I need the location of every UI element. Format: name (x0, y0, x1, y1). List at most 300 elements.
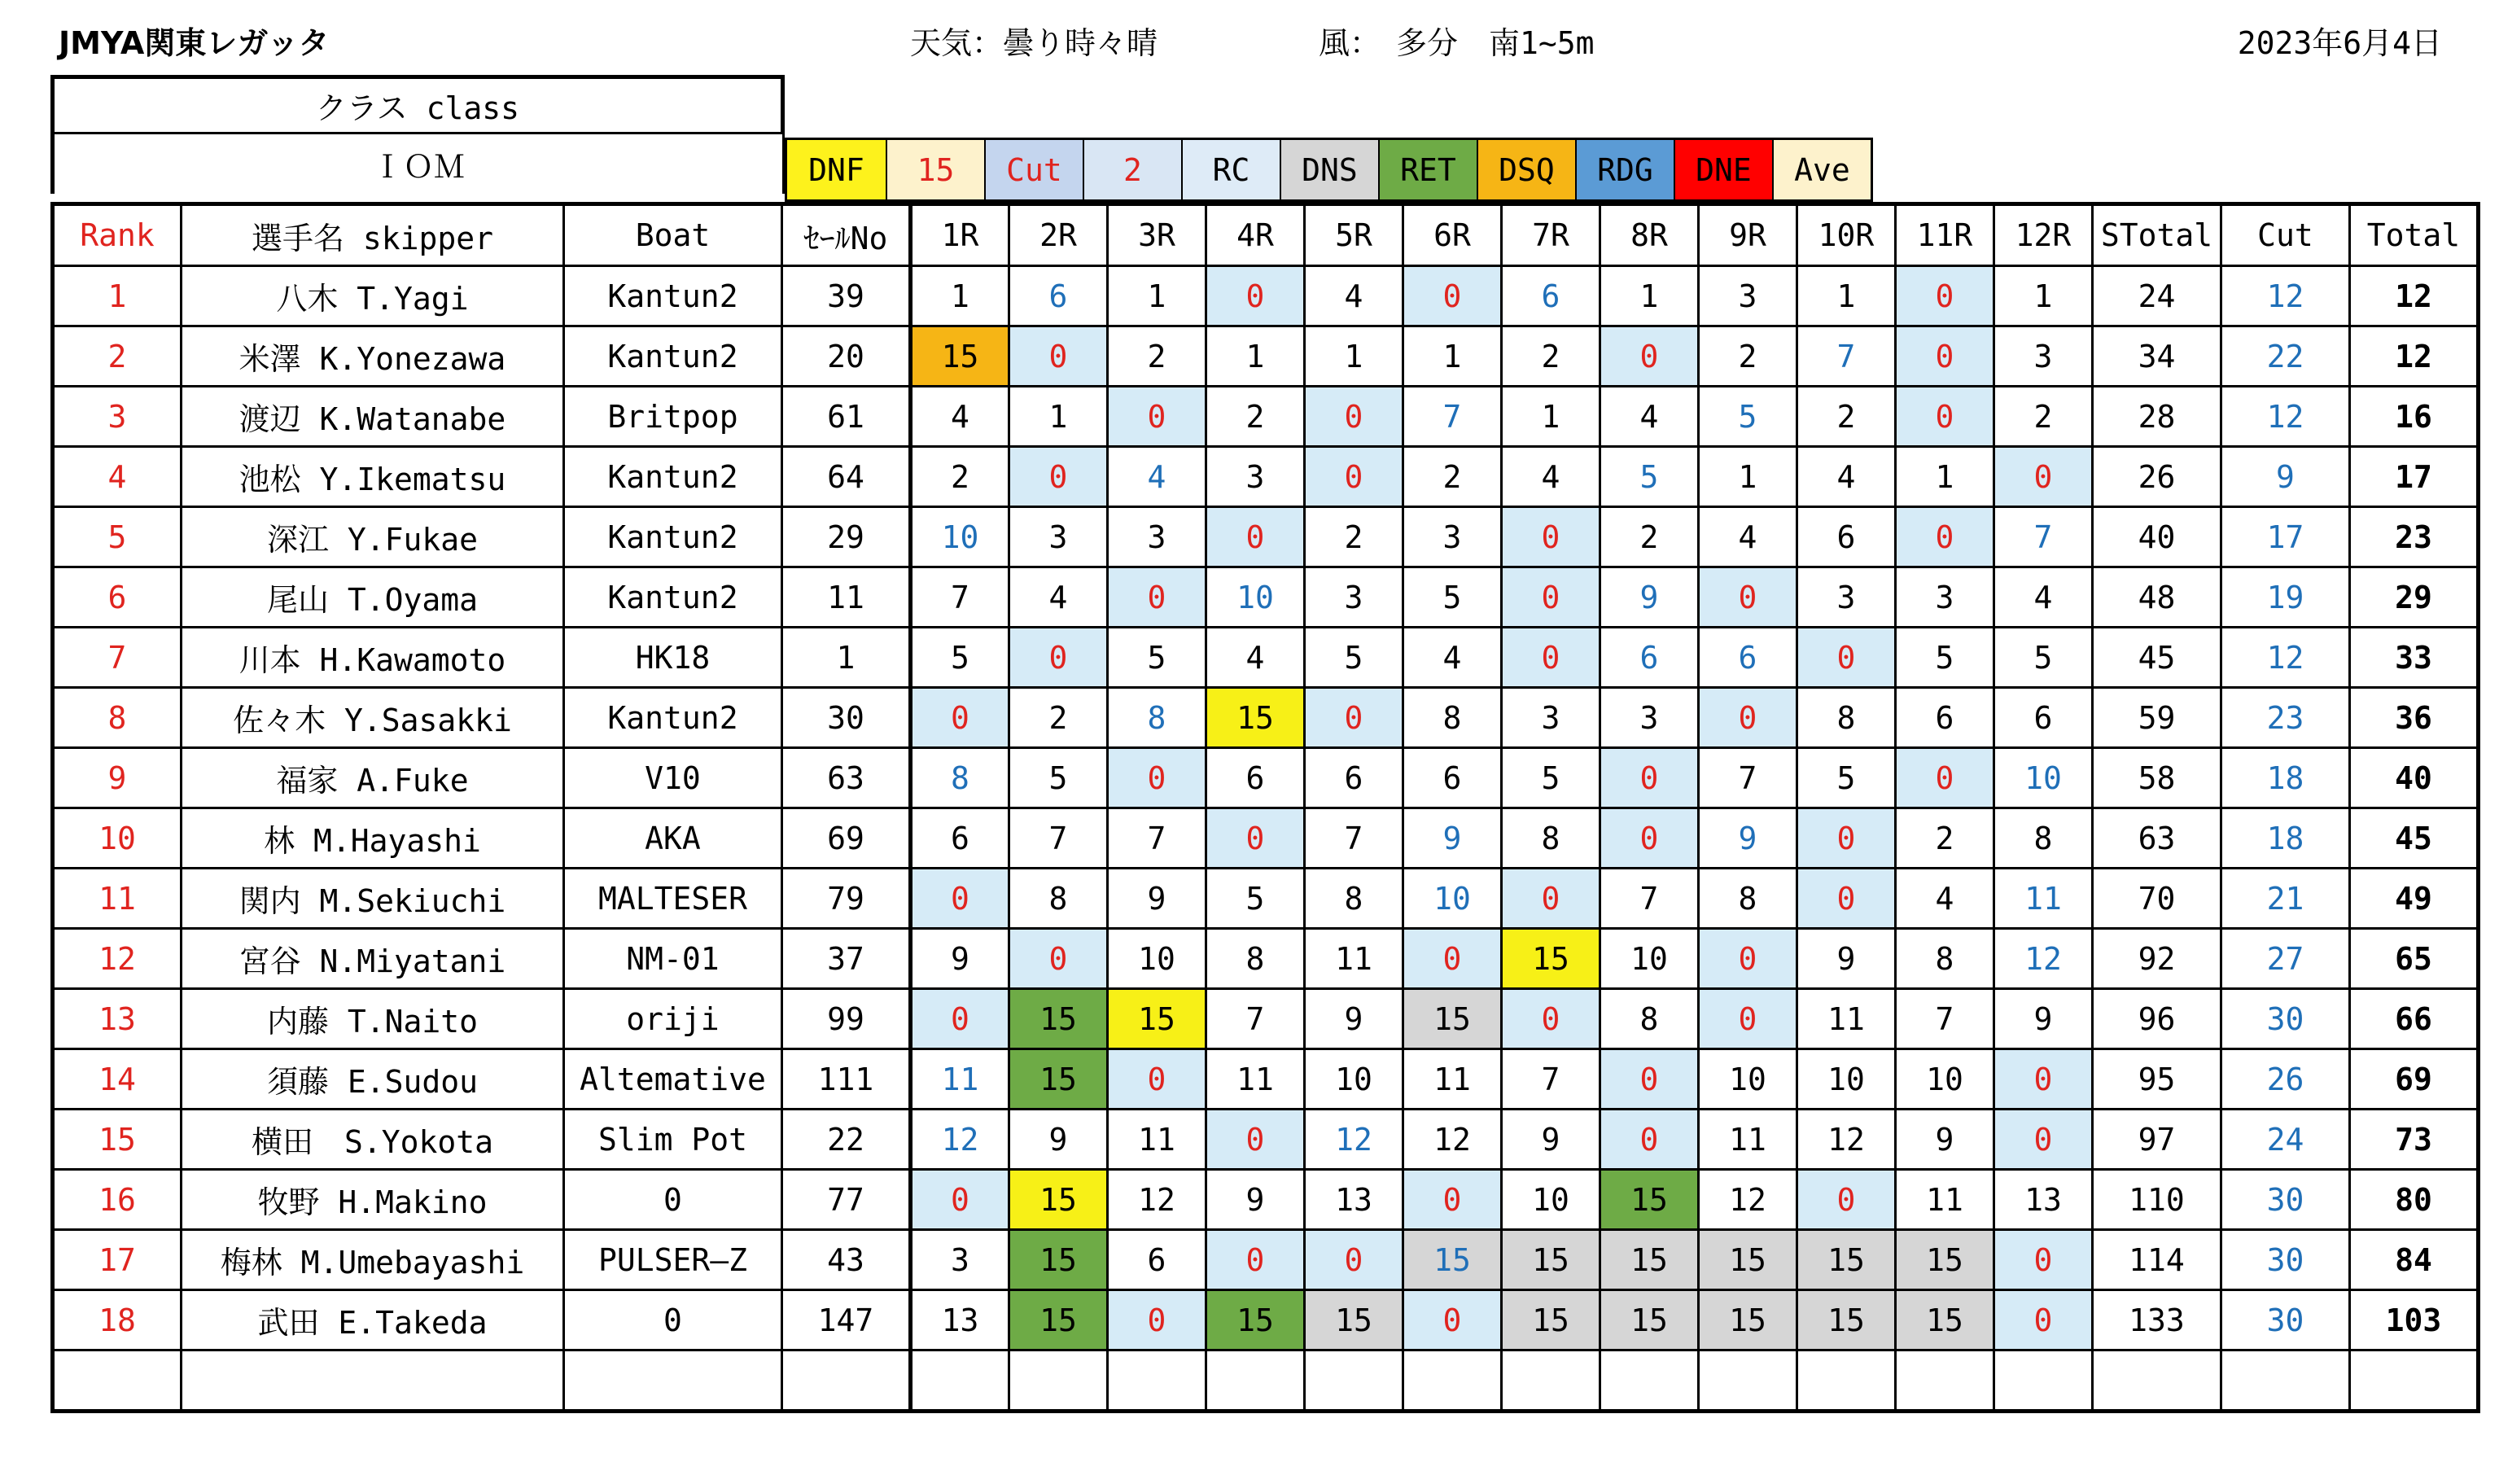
race-score-cell: 1 (1896, 447, 1994, 507)
stotal-cell: 70 (2093, 869, 2221, 929)
race-score-cell: 10 (1403, 869, 1502, 929)
empty-cell (1994, 1350, 2093, 1412)
race-score-cell: 11 (1994, 869, 2093, 929)
rank-cell: 16 (53, 1170, 182, 1230)
empty-cell (2221, 1350, 2350, 1412)
race-score-cell: 7 (1206, 989, 1305, 1049)
table-row (53, 266, 2479, 326)
skipper-cell: 米澤 K.Yonezawa (182, 326, 564, 387)
rank-cell: 5 (53, 507, 182, 567)
race-score-cell: 0 (1600, 326, 1699, 387)
rank-cell: 15 (53, 1110, 182, 1170)
race-score-cell: 2 (1600, 507, 1699, 567)
race-score-cell: 6 (1009, 266, 1108, 326)
sail-number-cell: 29 (782, 507, 911, 567)
race-score-cell: 0 (1206, 808, 1305, 869)
table-row (53, 869, 2479, 929)
race-score-cell: 0 (1502, 869, 1600, 929)
empty-cell (182, 1350, 564, 1412)
column-header: Rank (53, 204, 182, 266)
race-score-cell: 0 (1994, 447, 2093, 507)
class-name: ＩＯＭ (371, 149, 465, 185)
empty-cell (1108, 1350, 1206, 1412)
cut-cell: 26 (2221, 1049, 2350, 1110)
stotal-cell: 63 (2093, 808, 2221, 869)
race-score-cell: 9 (1502, 1110, 1600, 1170)
stotal-cell: 96 (2093, 989, 2221, 1049)
rank-cell: 8 (53, 688, 182, 748)
total-cell: 65 (2350, 929, 2479, 989)
race-score-cell: 15 (1206, 688, 1305, 748)
table-row (53, 989, 2479, 1049)
race-score-cell: 0 (1108, 1290, 1206, 1350)
column-header: 選手名 skipper (182, 204, 564, 266)
race-score-cell: 15 (1009, 1170, 1108, 1230)
race-score-cell: 8 (1403, 688, 1502, 748)
cut-cell: 21 (2221, 869, 2350, 929)
rank-cell: 7 (53, 628, 182, 688)
sail-number-cell: 1 (782, 628, 911, 688)
race-score-cell: 3 (911, 1230, 1009, 1290)
race-score-cell: 8 (1994, 808, 2093, 869)
race-score-cell: 0 (1896, 266, 1994, 326)
total-cell: 17 (2350, 447, 2479, 507)
total-cell: 40 (2350, 748, 2479, 808)
race-score-cell: 8 (1502, 808, 1600, 869)
rank-cell: 9 (53, 748, 182, 808)
sail-number-cell: 11 (782, 567, 911, 628)
race-score-cell: 12 (1403, 1110, 1502, 1170)
race-score-cell: 4 (911, 387, 1009, 447)
column-header: 12R (1994, 204, 2093, 266)
skipper-cell: 武田 E.Takeda (182, 1290, 564, 1350)
total-cell: 66 (2350, 989, 2479, 1049)
column-header: Boat (564, 204, 782, 266)
legend-item: Ave (1772, 140, 1871, 199)
class-name-box (50, 134, 785, 194)
race-score-cell: 15 (1797, 1290, 1896, 1350)
sail-number-cell: 69 (782, 808, 911, 869)
race-score-cell: 5 (1009, 748, 1108, 808)
rank-cell: 6 (53, 567, 182, 628)
race-score-cell: 4 (1600, 387, 1699, 447)
legend-item: Cut (984, 140, 1083, 199)
stotal-cell: 24 (2093, 266, 2221, 326)
race-score-cell: 2 (1994, 387, 2093, 447)
race-score-cell: 13 (1994, 1170, 2093, 1230)
race-score-cell: 5 (1403, 567, 1502, 628)
race-score-cell: 5 (1108, 628, 1206, 688)
column-header: 6R (1403, 204, 1502, 266)
stotal-cell: 59 (2093, 688, 2221, 748)
empty-cell (1600, 1350, 1699, 1412)
empty-row (53, 1350, 2479, 1412)
table-row (53, 1049, 2479, 1110)
skipper-cell: 宮谷 N.Miyatani (182, 929, 564, 989)
race-score-cell: 6 (1994, 688, 2093, 748)
race-score-cell: 6 (1797, 507, 1896, 567)
race-score-cell: 5 (1206, 869, 1305, 929)
race-score-cell: 8 (1206, 929, 1305, 989)
cut-cell: 30 (2221, 1170, 2350, 1230)
race-score-cell: 11 (1305, 929, 1403, 989)
total-cell: 33 (2350, 628, 2479, 688)
sail-number-cell: 79 (782, 869, 911, 929)
race-score-cell: 0 (1699, 567, 1797, 628)
race-score-cell: 0 (1009, 628, 1108, 688)
empty-cell (2350, 1350, 2479, 1412)
race-score-cell: 9 (1600, 567, 1699, 628)
race-score-cell: 1 (1206, 326, 1305, 387)
total-cell: 84 (2350, 1230, 2479, 1290)
cut-cell: 12 (2221, 387, 2350, 447)
boat-cell: Kantun2 (564, 688, 782, 748)
total-cell: 16 (2350, 387, 2479, 447)
rank-cell: 4 (53, 447, 182, 507)
race-score-cell: 0 (1502, 628, 1600, 688)
race-score-cell: 0 (1206, 1110, 1305, 1170)
race-score-cell: 3 (1896, 567, 1994, 628)
race-score-cell: 0 (1305, 1230, 1403, 1290)
boat-cell: NM-01 (564, 929, 782, 989)
boat-cell: MALTESER (564, 869, 782, 929)
boat-cell: Kantun2 (564, 266, 782, 326)
race-score-cell: 4 (1108, 447, 1206, 507)
legend-item: RET (1378, 140, 1477, 199)
race-score-cell: 0 (1600, 748, 1699, 808)
race-score-cell: 9 (1896, 1110, 1994, 1170)
stotal-cell: 34 (2093, 326, 2221, 387)
race-score-cell: 0 (911, 688, 1009, 748)
stotal-cell: 28 (2093, 387, 2221, 447)
race-score-cell: 0 (1994, 1230, 2093, 1290)
race-score-cell: 0 (1797, 869, 1896, 929)
race-score-cell: 4 (1009, 567, 1108, 628)
stotal-cell: 110 (2093, 1170, 2221, 1230)
race-score-cell: 11 (1206, 1049, 1305, 1110)
empty-cell (2093, 1350, 2221, 1412)
race-score-cell: 11 (1108, 1110, 1206, 1170)
race-score-cell: 1 (1108, 266, 1206, 326)
empty-cell (1009, 1350, 1108, 1412)
race-score-cell: 5 (1699, 387, 1797, 447)
race-score-cell: 1 (1699, 447, 1797, 507)
race-score-cell: 0 (1896, 507, 1994, 567)
legend-item: RC (1181, 140, 1280, 199)
race-score-cell: 12 (911, 1110, 1009, 1170)
race-score-cell: 0 (1896, 326, 1994, 387)
sail-number-cell: 99 (782, 989, 911, 1049)
race-score-cell: 15 (1206, 1290, 1305, 1350)
boat-cell: HK18 (564, 628, 782, 688)
stotal-cell: 97 (2093, 1110, 2221, 1170)
race-score-cell: 5 (1797, 748, 1896, 808)
total-cell: 23 (2350, 507, 2479, 567)
total-cell: 103 (2350, 1290, 2479, 1350)
skipper-cell: 横田 S.Yokota (182, 1110, 564, 1170)
race-score-cell: 1 (1994, 266, 2093, 326)
race-score-cell: 0 (1009, 447, 1108, 507)
sail-number-cell: 37 (782, 929, 911, 989)
race-score-cell: 1 (911, 266, 1009, 326)
race-score-cell: 4 (1699, 507, 1797, 567)
race-score-cell: 3 (1994, 326, 2093, 387)
race-score-cell: 15 (1896, 1230, 1994, 1290)
race-score-cell: 9 (1699, 808, 1797, 869)
cut-cell: 18 (2221, 748, 2350, 808)
race-score-cell: 5 (1502, 748, 1600, 808)
table-row (53, 628, 2479, 688)
column-header: Cut (2221, 204, 2350, 266)
column-header: 7R (1502, 204, 1600, 266)
skipper-cell: 関内 M.Sekiuchi (182, 869, 564, 929)
empty-cell (1797, 1350, 1896, 1412)
empty-cell (1896, 1350, 1994, 1412)
boat-cell: Britpop (564, 387, 782, 447)
race-score-cell: 3 (1797, 567, 1896, 628)
column-header: 1R (911, 204, 1009, 266)
table-row (53, 326, 2479, 387)
stotal-cell: 92 (2093, 929, 2221, 989)
rank-cell: 13 (53, 989, 182, 1049)
legend-item: DNS (1280, 140, 1378, 199)
race-score-cell: 2 (1896, 808, 1994, 869)
race-score-cell: 4 (1994, 567, 2093, 628)
race-score-cell: 0 (1403, 1170, 1502, 1230)
race-score-cell: 0 (1994, 1110, 2093, 1170)
weather-label: 天気：曇り時々晴 (910, 25, 1158, 61)
cut-cell: 17 (2221, 507, 2350, 567)
column-header: 9R (1699, 204, 1797, 266)
skipper-cell: 八木 T.Yagi (182, 266, 564, 326)
race-score-cell: 11 (1797, 989, 1896, 1049)
skipper-cell: 尾山 T.Oyama (182, 567, 564, 628)
race-score-cell: 7 (1797, 326, 1896, 387)
race-score-cell: 7 (1896, 989, 1994, 1049)
stotal-cell: 114 (2093, 1230, 2221, 1290)
race-score-cell: 7 (1108, 808, 1206, 869)
race-score-cell: 1 (1502, 387, 1600, 447)
race-score-cell: 5 (1896, 628, 1994, 688)
table-row (53, 1290, 2479, 1350)
column-header: 11R (1896, 204, 1994, 266)
race-score-cell: 15 (911, 326, 1009, 387)
race-score-cell: 0 (1403, 929, 1502, 989)
race-score-cell: 15 (1699, 1230, 1797, 1290)
column-header: ｾｰﾙNo (782, 204, 911, 266)
rank-cell: 18 (53, 1290, 182, 1350)
race-score-cell: 0 (1797, 628, 1896, 688)
empty-cell (1305, 1350, 1403, 1412)
rank-cell: 3 (53, 387, 182, 447)
race-score-cell: 10 (1896, 1049, 1994, 1110)
race-score-cell: 0 (1600, 1110, 1699, 1170)
table-row (53, 748, 2479, 808)
race-score-cell: 15 (1009, 1049, 1108, 1110)
race-score-cell: 5 (1600, 447, 1699, 507)
cut-cell: 19 (2221, 567, 2350, 628)
race-score-cell: 9 (911, 929, 1009, 989)
race-score-cell: 0 (1108, 1049, 1206, 1110)
race-score-cell: 6 (1600, 628, 1699, 688)
empty-cell (1502, 1350, 1600, 1412)
race-score-cell: 0 (1206, 507, 1305, 567)
boat-cell: Altemative (564, 1049, 782, 1110)
race-score-cell: 9 (1403, 808, 1502, 869)
race-score-cell: 3 (1108, 507, 1206, 567)
total-cell: 45 (2350, 808, 2479, 869)
race-score-cell: 12 (1108, 1170, 1206, 1230)
race-score-cell: 2 (1305, 507, 1403, 567)
sail-number-cell: 61 (782, 387, 911, 447)
skipper-cell: 福家 A.Fuke (182, 748, 564, 808)
cut-cell: 22 (2221, 326, 2350, 387)
legend-item: 15 (886, 140, 984, 199)
race-score-cell: 2 (1699, 326, 1797, 387)
total-cell: 12 (2350, 326, 2479, 387)
race-score-cell: 2 (1108, 326, 1206, 387)
race-score-cell: 2 (1206, 387, 1305, 447)
column-header: 8R (1600, 204, 1699, 266)
column-header: 10R (1797, 204, 1896, 266)
race-score-cell: 9 (1994, 989, 2093, 1049)
rank-cell: 10 (53, 808, 182, 869)
race-score-cell: 8 (1797, 688, 1896, 748)
cut-cell: 12 (2221, 628, 2350, 688)
race-score-cell: 1 (1600, 266, 1699, 326)
race-score-cell: 15 (1108, 989, 1206, 1049)
race-score-cell: 7 (1305, 808, 1403, 869)
skipper-cell: 深江 Y.Fukae (182, 507, 564, 567)
race-score-cell: 7 (1699, 748, 1797, 808)
table-row (53, 1170, 2479, 1230)
class-label: クラス class (315, 90, 520, 126)
rank-cell: 17 (53, 1230, 182, 1290)
race-score-cell: 15 (1797, 1230, 1896, 1290)
results-table (50, 202, 2480, 1413)
race-score-cell: 5 (1305, 628, 1403, 688)
boat-cell: Kantun2 (564, 507, 782, 567)
boat-cell: oriji (564, 989, 782, 1049)
rank-cell: 11 (53, 869, 182, 929)
table-row (53, 808, 2479, 869)
race-score-cell: 15 (1305, 1290, 1403, 1350)
total-cell: 12 (2350, 266, 2479, 326)
sail-number-cell: 147 (782, 1290, 911, 1350)
race-score-cell: 1 (1403, 326, 1502, 387)
stotal-cell: 133 (2093, 1290, 2221, 1350)
race-score-cell: 6 (1403, 748, 1502, 808)
race-score-cell: 10 (1502, 1170, 1600, 1230)
race-score-cell: 1 (1797, 266, 1896, 326)
column-header: 4R (1206, 204, 1305, 266)
race-score-cell: 6 (1502, 266, 1600, 326)
boat-cell: Slim Pot (564, 1110, 782, 1170)
race-score-cell: 7 (1600, 869, 1699, 929)
skipper-cell: 須藤 E.Sudou (182, 1049, 564, 1110)
race-score-cell: 10 (1699, 1049, 1797, 1110)
race-score-cell: 7 (1403, 387, 1502, 447)
empty-cell (782, 1350, 911, 1412)
skipper-cell: 牧野 H.Makino (182, 1170, 564, 1230)
cut-cell: 18 (2221, 808, 2350, 869)
race-score-cell: 6 (1108, 1230, 1206, 1290)
race-score-cell: 0 (1403, 266, 1502, 326)
race-score-cell: 5 (1994, 628, 2093, 688)
race-score-cell: 0 (911, 1170, 1009, 1230)
cut-cell: 12 (2221, 266, 2350, 326)
cut-cell: 30 (2221, 989, 2350, 1049)
race-score-cell: 9 (1797, 929, 1896, 989)
wind-label: 風： 多分 南1~5m (1319, 25, 1595, 61)
race-score-cell: 10 (1206, 567, 1305, 628)
sail-number-cell: 111 (782, 1049, 911, 1110)
event-date: 2023年6月4日 (2237, 25, 2442, 61)
race-score-cell: 15 (1896, 1290, 1994, 1350)
boat-cell: Kantun2 (564, 447, 782, 507)
stotal-cell: 58 (2093, 748, 2221, 808)
race-score-cell: 15 (1600, 1290, 1699, 1350)
legend-item: DSQ (1477, 140, 1575, 199)
skipper-cell: 渡辺 K.Watanabe (182, 387, 564, 447)
race-score-cell: 8 (1896, 929, 1994, 989)
race-score-cell: 0 (1699, 929, 1797, 989)
skipper-cell: 川本 H.Kawamoto (182, 628, 564, 688)
race-score-cell: 2 (1009, 688, 1108, 748)
race-score-cell: 10 (1305, 1049, 1403, 1110)
race-score-cell: 15 (1502, 929, 1600, 989)
race-score-cell: 12 (1305, 1110, 1403, 1170)
boat-cell: Kantun2 (564, 326, 782, 387)
sail-number-cell: 63 (782, 748, 911, 808)
total-cell: 69 (2350, 1049, 2479, 1110)
race-score-cell: 8 (1305, 869, 1403, 929)
race-score-cell: 10 (1600, 929, 1699, 989)
race-score-cell: 12 (1699, 1170, 1797, 1230)
sail-number-cell: 30 (782, 688, 911, 748)
column-header: STotal (2093, 204, 2221, 266)
table-row (53, 929, 2479, 989)
legend-item: 2 (1083, 140, 1181, 199)
race-score-cell: 0 (1699, 989, 1797, 1049)
empty-cell (1699, 1350, 1797, 1412)
skipper-cell: 池松 Y.Ikematsu (182, 447, 564, 507)
event-title: JMYA関東レガッタ (59, 25, 330, 61)
table-row (53, 1110, 2479, 1170)
table-row (53, 447, 2479, 507)
empty-cell (53, 1350, 182, 1412)
total-cell: 80 (2350, 1170, 2479, 1230)
race-score-cell: 15 (1600, 1170, 1699, 1230)
cut-cell: 30 (2221, 1290, 2350, 1350)
column-header: 2R (1009, 204, 1108, 266)
race-score-cell: 4 (1403, 628, 1502, 688)
race-score-cell: 8 (1699, 869, 1797, 929)
race-score-cell: 0 (1108, 748, 1206, 808)
cut-cell: 23 (2221, 688, 2350, 748)
race-score-cell: 6 (1896, 688, 1994, 748)
race-score-cell: 9 (1009, 1110, 1108, 1170)
race-score-cell: 0 (1108, 567, 1206, 628)
race-score-cell: 8 (1600, 989, 1699, 1049)
sail-number-cell: 77 (782, 1170, 911, 1230)
race-score-cell: 0 (1896, 387, 1994, 447)
race-score-cell: 6 (1699, 628, 1797, 688)
cut-cell: 24 (2221, 1110, 2350, 1170)
race-score-cell: 0 (1009, 326, 1108, 387)
legend-item: DNE (1674, 140, 1772, 199)
skipper-cell: 佐々木 Y.Sasakki (182, 688, 564, 748)
